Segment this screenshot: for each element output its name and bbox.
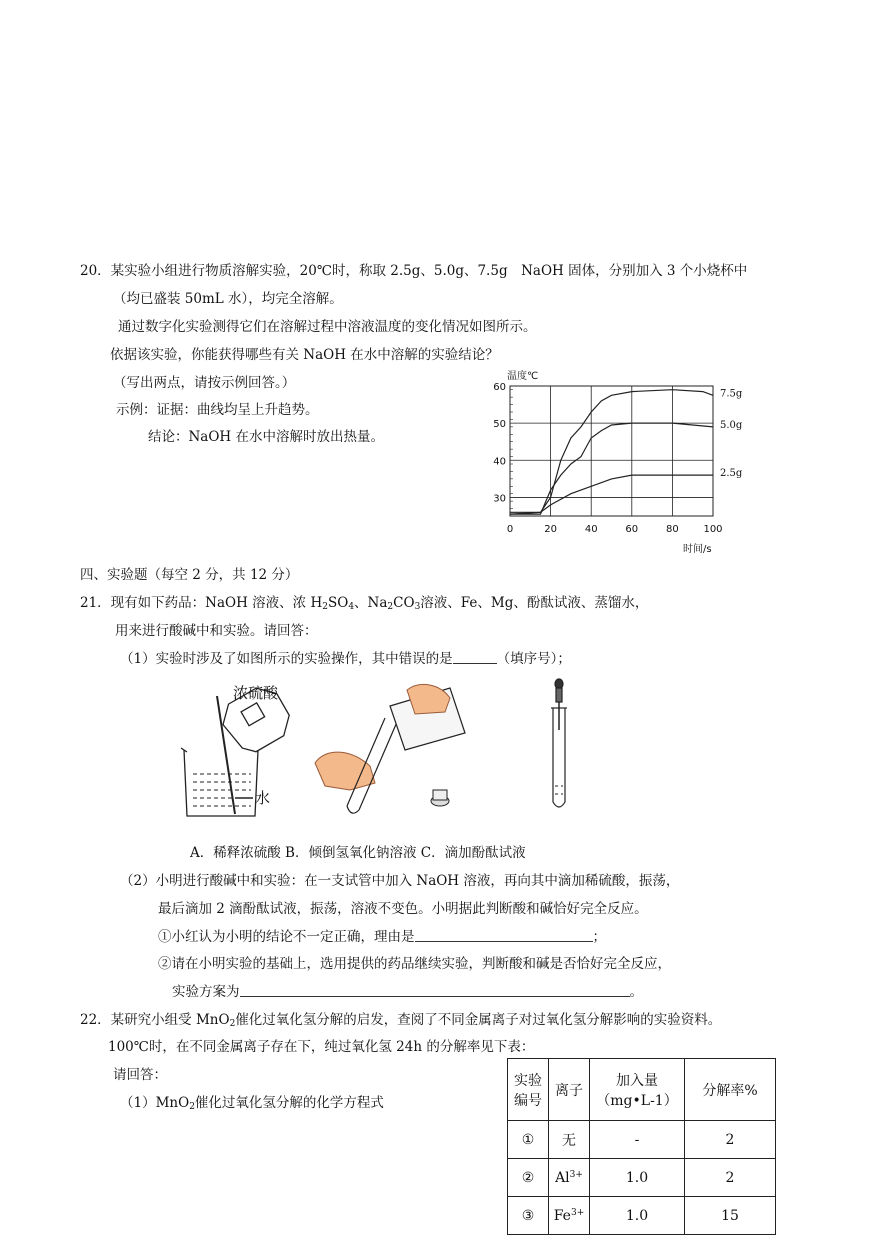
cell-ion: 无 [549, 1121, 590, 1159]
table-row [508, 1159, 776, 1197]
x-tick-label: 100 [703, 524, 723, 535]
q20-line4: 依据该实验，你能获得哪些有关 NaOH 在水中溶解的实验结论？ [110, 347, 499, 363]
q22-line1: 22．某研究小组受 MnO$_2$催化过氧化氢分解的启发，查阅了不同金属离子对过氧化氢分解影响的实验资料。 [80, 1012, 722, 1029]
section-title: 四、实验题（每空 2 分，共 12 分） [80, 567, 299, 583]
figure-caption: A．稀释浓硫酸 B．倾倒氢氧化钠溶液 C．滴加酚酞试液 [190, 845, 526, 861]
answer-blank-2[interactable] [415, 928, 593, 942]
x-tick-label: 60 [625, 524, 639, 535]
q20-example: 示例：证据：曲线均呈上升趋势。 [116, 402, 319, 418]
cell-amount: 1.0 [590, 1159, 685, 1197]
q22-part1: （1）MnO$_2$催化过氧化氢分解的化学方程式 [120, 1095, 384, 1112]
table-header-row [508, 1059, 776, 1121]
cell-id: ① [508, 1121, 549, 1159]
lab-operations-figure [175, 678, 595, 828]
x-tick-label: 80 [666, 524, 679, 535]
cell-rate: 2 [685, 1121, 776, 1159]
cell-ion: $Fe^{3+}$ [549, 1197, 590, 1235]
chart-ylabel: 温度℃ [507, 371, 539, 382]
ion-data-table [507, 1058, 776, 1235]
cell-amount: - [590, 1121, 685, 1159]
q21-part2-q2: ②请在小明实验的基础上，选用提供的药品继续实验，判断酸和碱是否恰好完全反应， [158, 956, 671, 972]
answer-blank-1[interactable] [453, 650, 497, 664]
x-tick-label: 40 [584, 524, 598, 535]
label-water: 水 [255, 789, 271, 807]
y-tick-label: 40 [493, 456, 506, 468]
header-ion: 离子 [549, 1059, 590, 1121]
y-tick-label: 60 [493, 382, 506, 393]
figure-b-pour-solution [315, 684, 465, 813]
series-label: 7.5g [720, 388, 743, 400]
series-line-2.5g [510, 475, 713, 514]
table-row [508, 1121, 776, 1159]
q22-line3: 请回答： [113, 1067, 167, 1083]
q21-line2: 用来进行酸碱中和实验。请回答： [115, 623, 318, 639]
cell-id: ③ [508, 1197, 549, 1235]
series-line-5.0g [510, 423, 713, 514]
x-tick-label: 20 [544, 524, 557, 535]
q20-line5: （写出两点，请按示例回答。） [113, 375, 296, 391]
cell-rate: 2 [685, 1159, 776, 1197]
q21-part2-line2: 最后滴加 2 滴酚酞试液，振荡，溶液不变色。小明据此判断酸和碱恰好完全反应。 [158, 901, 648, 917]
cell-ion: $Al^{3+}$ [549, 1159, 590, 1197]
q20-line2: （均已盛装 50mL 水），均完全溶解。 [113, 291, 343, 307]
y-tick-label: 50 [493, 419, 506, 431]
y-tick-label: 30 [493, 493, 506, 505]
cell-rate: 15 [685, 1197, 776, 1235]
x-tick-label: 0 [506, 524, 514, 535]
header-rate: 分解率% [685, 1059, 776, 1121]
q21-line1: 21．现有如下药品：NaOH 溶液、浓 $H_2SO_4$、$Na_2CO_3$溶液、Fe、Mg、酚酞试液、蒸馏水， [80, 595, 649, 612]
answer-blank-3[interactable] [240, 983, 630, 997]
q20-line3: 通过数字化实验测得它们在溶解过程中溶液温度的变化情况如图所示。 [118, 319, 537, 335]
label-conc-sulfuric-acid: 浓硫酸 [233, 684, 279, 702]
header-exp-id: 实验 编号 [508, 1059, 549, 1121]
q21-part2-q3: 实验方案为 。 [172, 984, 643, 1000]
header-amount: 加入量 （mg•L-1） [590, 1059, 685, 1121]
cell-amount: 1.0 [590, 1197, 685, 1235]
cell-id: ② [508, 1159, 549, 1197]
series-label: 2.5g [720, 468, 743, 480]
q21-part1: （1）实验时涉及了如图所示的实验操作，其中错误的是 （填序号）； [120, 651, 571, 667]
table-row [508, 1197, 776, 1235]
q21-part2-line1: （2）小明进行酸碱中和实验：在一支试管中加入 NaOH 溶液，再向其中滴加稀硫酸，振荡， [120, 873, 680, 889]
chart-xlabel: 时间/s [683, 544, 712, 555]
series-line-7.5g [510, 390, 713, 513]
q20-conclusion: 结论：NaOH 在水中溶解时放出热量。 [148, 429, 384, 445]
figure-c-add-indicator [551, 679, 567, 807]
series-label: 5.0g [720, 419, 743, 431]
q22-line2: 100℃时，在不同金属离子存在下，纯过氧化氢 24h 的分解率见下表： [108, 1039, 535, 1055]
q21-part2-q1: ①小红认为小明的结论不一定正确，理由是 ； [158, 929, 606, 945]
q20-line1: 20．某实验小组进行物质溶解实验，20℃时，称取 2.5g、5.0g、7.5g NaOH 固体，分别加入 3 个小烧杯中 [80, 263, 748, 279]
chart-plot-frame [510, 386, 713, 516]
